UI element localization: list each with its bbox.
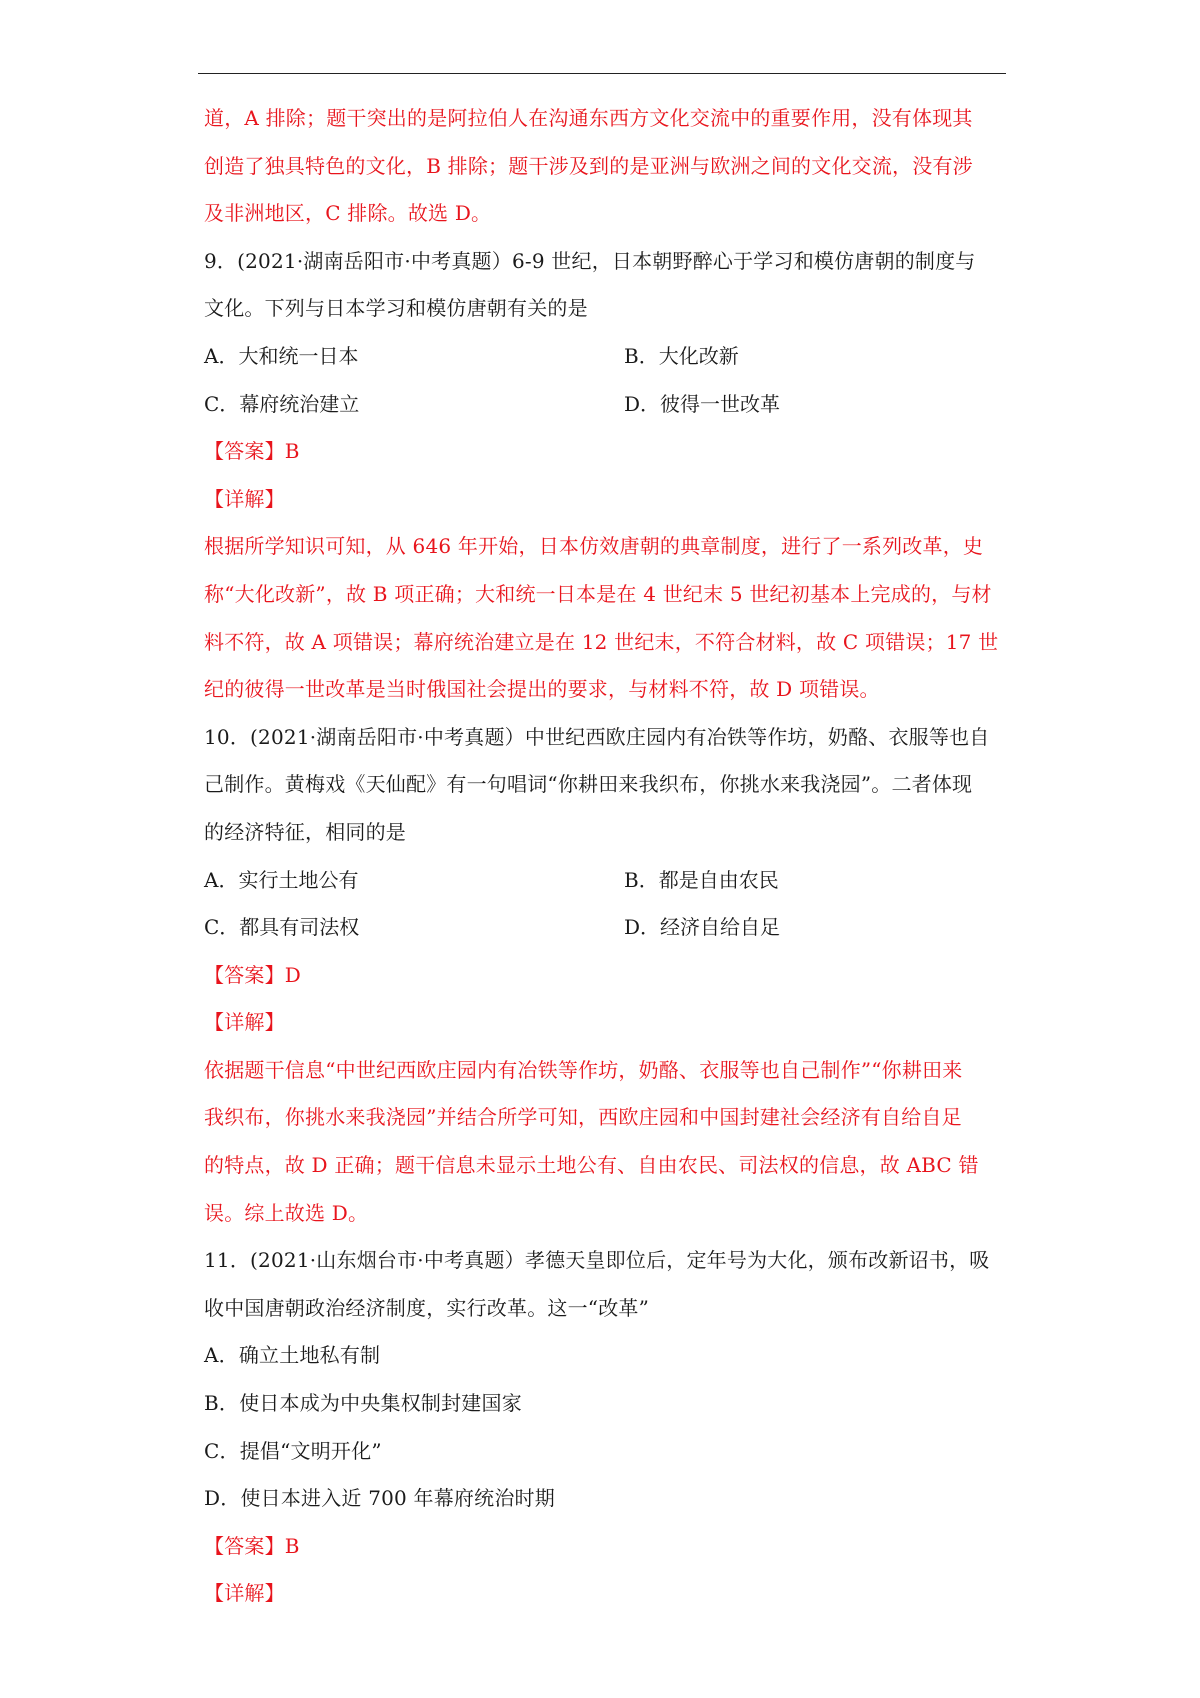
question-stem-line: 9．(2021·湖南岳阳市·中考真题）6-9 世纪，日本朝野醉心于学习和模仿唐朝的制度与 xyxy=(204,248,976,273)
explanation-line: 及非洲地区，C 排除。故选 D。 xyxy=(204,201,492,226)
option-a: A．确立土地私有制 xyxy=(204,1343,381,1368)
option-a: A．大和统一日本 xyxy=(204,343,359,368)
option-d: D．使日本进入近 700 年幕府统治时期 xyxy=(204,1486,555,1511)
explanation-line: 依据题干信息“中世纪西欧庄园内有冶铁等作坊，奶酪、衣服等也自己制作”“你耕田来 xyxy=(204,1057,963,1082)
explanation-line: 的特点，故 D 正确；题干信息未显示土地公有、自由农民、司法权的信息，故 ABC 错 xyxy=(204,1153,979,1178)
explanation-line: 称“大化改新”，故 B 项正确；大和统一日本是在 4 世纪末 5 世纪初基本上完成的，与材 xyxy=(204,581,992,606)
explanation-line: 误。综上故选 D。 xyxy=(204,1200,369,1225)
explanation-line: 料不符，故 A 项错误；幕府统治建立是在 12 世纪末，不符合材料，故 C 项错误；17 世 xyxy=(204,629,999,654)
explanation-line: 根据所学知识可知，从 646 年开始，日本仿效唐朝的典章制度，进行了一系列改革，史 xyxy=(204,534,984,559)
option-row xyxy=(204,333,1004,381)
answer-label: 【答案】B xyxy=(204,439,300,464)
question-stem-line: 收中国唐朝政治经济制度，实行改革。这一“改革” xyxy=(204,1295,650,1320)
question-stem-line: 己制作。黄梅戏《天仙配》有一句唱词“你耕田来我织布，你挑水来我浇园”。二者体现 xyxy=(204,772,973,797)
explanation-line: 我织布，你挑水来我浇园”并结合所学可知，西欧庄园和中国封建社会经济有自给自足 xyxy=(204,1105,962,1130)
document-body xyxy=(204,95,1004,1618)
option-c: C．提倡“文明开化” xyxy=(204,1438,382,1463)
prev-explanation xyxy=(204,95,1004,238)
option-a: A．实行土地公有 xyxy=(204,867,359,892)
option-b: B．大化改新 xyxy=(624,343,739,368)
question-stem-line: 10．(2021·湖南岳阳市·中考真题）中世纪西欧庄园内有冶铁等作坊，奶酪、衣服等也自 xyxy=(204,724,990,749)
option-c: C．幕府统治建立 xyxy=(204,391,360,416)
option-d: D．经济自给自足 xyxy=(624,915,781,940)
question-stem-line: 文化。下列与日本学习和模仿唐朝有关的是 xyxy=(204,296,588,321)
question-11 xyxy=(204,1237,1004,1618)
option-row xyxy=(204,381,1004,429)
explanation-line: 纪的彼得一世改革是当时俄国社会提出的要求，与材料不符，故 D 项错误。 xyxy=(204,677,880,702)
explanation-line: 创造了独具特色的文化，B 排除；题干涉及到的是亚洲与欧洲之间的文化交流，没有涉 xyxy=(204,153,973,178)
question-9 xyxy=(204,238,1004,714)
header-rule xyxy=(198,73,1006,74)
detail-label: 【详解】 xyxy=(204,1010,285,1035)
detail-label: 【详解】 xyxy=(204,1581,285,1606)
option-row xyxy=(204,857,1004,905)
explanation-line: 道，A 排除；题干突出的是阿拉伯人在沟通东西方文化交流中的重要作用，没有体现其 xyxy=(204,106,973,130)
option-c: C．都具有司法权 xyxy=(204,915,360,940)
question-10 xyxy=(204,714,1004,1238)
option-row xyxy=(204,904,1004,952)
option-b: B．使日本成为中央集权制封建国家 xyxy=(204,1391,522,1416)
question-stem-line: 11．(2021·山东烟台市·中考真题）孝德天皇即位后，定年号为大化，颁布改新诏书，吸 xyxy=(204,1248,990,1273)
question-stem-line: 的经济特征，相同的是 xyxy=(204,819,406,844)
answer-label: 【答案】D xyxy=(204,962,302,987)
answer-label: 【答案】B xyxy=(204,1533,300,1558)
option-b: B．都是自由农民 xyxy=(624,867,779,892)
detail-label: 【详解】 xyxy=(204,486,285,511)
option-d: D．彼得一世改革 xyxy=(624,391,781,416)
